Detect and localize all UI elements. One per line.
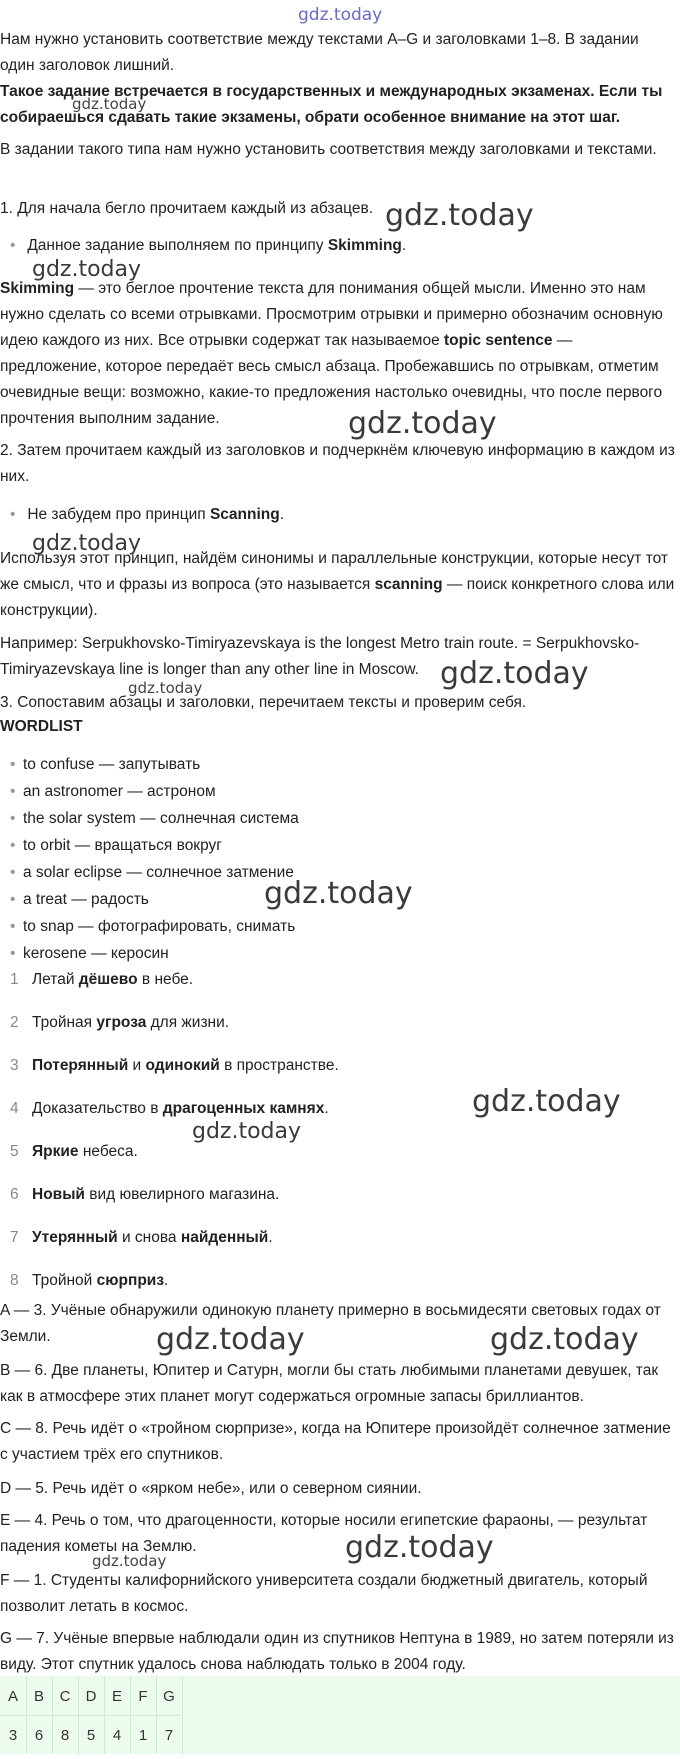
step-2: 2. Затем прочитаем каждый из заголовков и подчеркнём ключевую информацию в каждом из них. (0, 442, 675, 485)
heading-number: 7 (10, 1229, 19, 1246)
wordlist-item: • a solar eclipse — солнечное затмение (10, 860, 294, 886)
term: Skimming (0, 280, 75, 297)
heading-text: для жизни. (146, 1014, 230, 1031)
heading-key: угроза (96, 1014, 147, 1031)
heading-number: 5 (10, 1143, 19, 1160)
heading-text: . (324, 1100, 329, 1117)
heading-item (10, 1225, 273, 1251)
step-1: 1. Для начала бегло прочитаем каждый из абзацев. (0, 200, 373, 217)
heading-key: Новый (32, 1186, 85, 1203)
skimming-paragraph (0, 276, 675, 432)
term: topic sentence (444, 332, 553, 349)
wordlist-item: • a treat — радость (10, 887, 149, 913)
table-value-cell: 3 (8, 1727, 18, 1744)
heading-item (10, 1268, 168, 1294)
bullet-text: . (279, 506, 285, 523)
wordlist-title: WORDLIST (0, 718, 83, 735)
heading-key: сюрприз (96, 1272, 165, 1289)
text: — поиск конкретного слова или конструкции). (0, 576, 675, 619)
watermark: gdz.today (348, 406, 497, 441)
watermark: gdz.today (472, 1084, 621, 1119)
watermark: gdz.today (92, 1552, 167, 1570)
bullet-bold: Scanning (209, 506, 280, 523)
heading-number: 8 (10, 1272, 19, 1289)
table-header-cell: B (33, 1688, 44, 1705)
heading-text: в небе. (137, 971, 194, 988)
heading-text: небеса. (78, 1143, 138, 1160)
heading-text: Летай (32, 971, 79, 988)
table-header-cell: A (7, 1688, 18, 1705)
table-header-cell: G (163, 1688, 175, 1705)
heading-text: Тройной (32, 1272, 97, 1289)
bullet-text: Не забудем про принцип (27, 506, 210, 523)
watermark: gdz.today (32, 257, 142, 282)
intro-paragraph: Нам нужно установить соответствие между текстами A–G и заголовками 1–8. В задании один заголовок лишний. (0, 31, 639, 74)
table-value-cell: 6 (34, 1727, 44, 1744)
watermark: gdz.today (490, 1322, 639, 1357)
wordlist-item: • an astronomer — астроном (10, 779, 216, 805)
table-header-cell: F (138, 1688, 148, 1705)
bullet-text: . (401, 237, 407, 254)
table-value-cell: 7 (164, 1727, 174, 1744)
answer-f: F — 1. Студенты калифорнийского университета создали бюджетный двигатель, который позволит летать в космос. (0, 1572, 648, 1615)
heading-number: 6 (10, 1186, 19, 1203)
intro-exam-note: Такое задание встречается в государственных и международных экзаменах. Если ты собираешься сдавать такие экзамены, обрати особенное внимание на этот шаг. (0, 83, 663, 126)
watermark: gdz.today (192, 1119, 302, 1144)
watermark: gdz.today (128, 679, 203, 697)
watermark: gdz.today (298, 5, 383, 25)
example-paragraph: Например: Serpukhovsko-Timiryazevskaya is the longest Metro train route. = Serpukhovsko-Timiryazevskaya line is longer than any other line in Moscow. (0, 635, 640, 678)
heading-key: одинокий (145, 1057, 220, 1074)
watermark: gdz.today (264, 876, 413, 911)
heading-text: . (268, 1229, 273, 1246)
watermark: gdz.today (440, 656, 589, 691)
heading-text: и (128, 1057, 146, 1074)
table-header-cell: C (59, 1688, 71, 1705)
heading-item (10, 1096, 329, 1122)
heading-item (10, 1053, 339, 1079)
heading-item (10, 967, 193, 993)
heading-number: 3 (10, 1057, 19, 1074)
table-header-cell: E (111, 1688, 122, 1705)
text: Используя этот принцип, найдём синонимы и параллельные конструкции, которые несут тот же смысл, что и фразы из вопроса (это называется (0, 550, 669, 593)
answer-c: C — 8. Речь идёт о «тройном сюрпризе», когда на Юпитере произойдёт солнечное затмение с участием трёх его спутников. (0, 1420, 671, 1463)
wordlist-item: • to snap — фотографировать, снимать (10, 914, 295, 940)
heading-key: Потерянный (32, 1057, 129, 1074)
answer-d: D — 5. Речь идёт о «ярком небе», или о северном сиянии. (0, 1480, 422, 1497)
answer-a: A — 3. Учёные обнаружили одинокую планету примерно в восьмидесяти световых годах от Земли. (0, 1302, 661, 1345)
heading-number: 1 (10, 971, 19, 988)
watermark: gdz.today (156, 1322, 305, 1357)
bullet-skimming (10, 233, 670, 259)
text: — это беглое прочтение текста для понимания общей мысли. Именно это нам нужно сделать со всеми отрывками. Просмотрим отрывки и примерно обозначим основную идею каждого из них. Все отрывки содержат так называемое (0, 280, 663, 349)
intro-task-type: В задании такого типа нам нужно установить соответствия между заголовками и текстами. (0, 141, 657, 158)
table-value-cell: 5 (86, 1727, 96, 1744)
heading-text: в пространстве. (219, 1057, 339, 1074)
watermark: gdz.today (385, 198, 534, 233)
table-value-cell: 1 (138, 1727, 148, 1744)
table-divider (182, 1676, 183, 1754)
answer-table (0, 1676, 680, 1754)
bullet-text: Данное задание выполняем по принципу (27, 237, 328, 254)
heading-key: Утерянный (32, 1229, 118, 1246)
answer-g: G — 7. Учёные впервые наблюдали один из спутников Нептуна в 1989, но затем потеряли из виду. Этот спутник удалось снова наблюдать только в 2004 году. (0, 1630, 674, 1673)
bullet-bold: Skimming (327, 237, 402, 254)
watermark: gdz.today (72, 95, 147, 113)
text: — предложение, которое передаёт весь смысл абзаца. Пробежавшись по отрывкам, отметим очевидные вещи: возможно, какие-то предложения настолько очевидны, что после первого прочтения выполним задание. (0, 332, 663, 427)
step-3: 3. Сопоставим абзацы и заголовки, перечитаем тексты и проверим себя. (0, 694, 527, 711)
heading-text: Доказательство в (32, 1100, 163, 1117)
answer-b: B — 6. Две планеты, Юпитер и Сатурн, могли бы стать любимыми планетами девушек, так как в атмосфере этих планет могут содержаться огромные запасы бриллиантов. (0, 1362, 659, 1405)
heading-text: Тройная (32, 1014, 97, 1031)
table-value-cell: 4 (112, 1727, 122, 1744)
answer-e: E — 4. Речь о том, что драгоценности, которые носили египетские фараоны, — результат падения кометы на Землю. (0, 1512, 648, 1555)
table-header-cell: D (85, 1688, 97, 1705)
term: scanning (374, 576, 443, 593)
heading-text: и снова (117, 1229, 181, 1246)
watermark: gdz.today (32, 531, 142, 556)
heading-item (10, 1010, 229, 1036)
heading-key: дёшево (78, 971, 138, 988)
wordlist-item: • to confuse — запутывать (10, 752, 200, 778)
heading-number: 2 (10, 1014, 19, 1031)
watermark: gdz.today (345, 1530, 494, 1565)
wordlist-item: • to orbit — вращаться вокруг (10, 833, 222, 859)
heading-key: драгоценных камнях (162, 1100, 325, 1117)
table-value-cell: 8 (60, 1727, 70, 1744)
wordlist-item: • the solar system — солнечная система (10, 806, 299, 832)
heading-key: найденный (180, 1229, 269, 1246)
heading-item (10, 1139, 138, 1165)
heading-text: вид ювелирного магазина. (84, 1186, 280, 1203)
heading-key: Яркие (32, 1143, 79, 1160)
heading-text: . (164, 1272, 169, 1289)
scanning-paragraph (0, 546, 675, 624)
table-divider (0, 1715, 180, 1716)
bullet-scanning (10, 502, 670, 528)
heading-item (10, 1182, 279, 1208)
heading-number: 4 (10, 1100, 19, 1117)
wordlist-item: • kerosene — керосин (10, 941, 169, 967)
